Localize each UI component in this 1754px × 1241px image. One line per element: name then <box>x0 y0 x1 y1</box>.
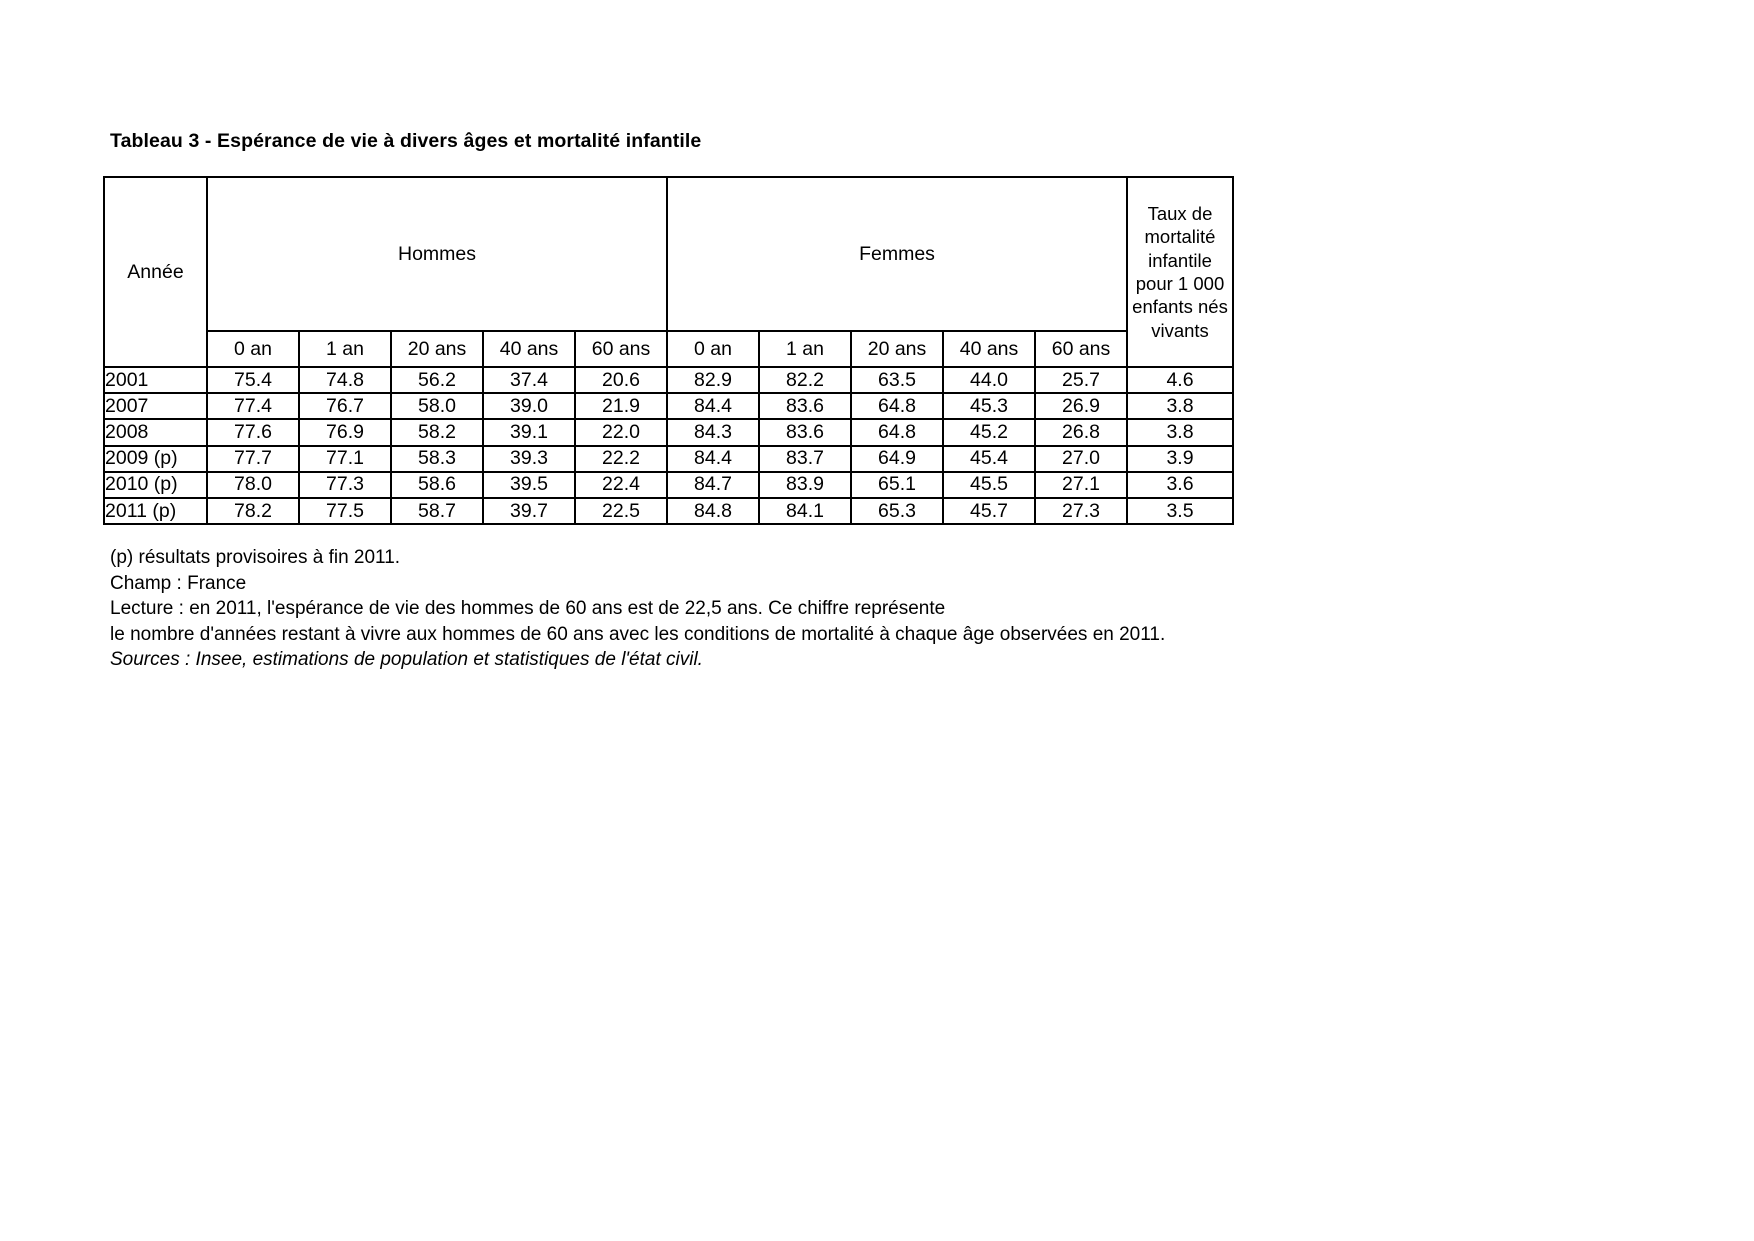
cell-femmes-1-an: 83.9 <box>759 472 851 498</box>
cell-hommes-0-an: 78.0 <box>207 472 299 498</box>
header-taux-mortalite-infantile: Taux de mortalité infantile pour 1 000 enfants nés vivants <box>1127 177 1233 367</box>
cell-femmes-1-an: 82.2 <box>759 367 851 393</box>
cell-femmes-0-an: 82.9 <box>667 367 759 393</box>
cell-year: 2008 <box>104 419 207 445</box>
table-row <box>104 446 1233 472</box>
header-femmes-60-ans: 60 ans <box>1035 331 1127 367</box>
table-row <box>104 472 1233 498</box>
cell-hommes-60-ans: 22.4 <box>575 472 667 498</box>
header-femmes-40-ans: 40 ans <box>943 331 1035 367</box>
header-row-ages <box>104 331 1233 367</box>
cell-mortalite-infantile: 3.5 <box>1127 498 1233 524</box>
table-row <box>104 498 1233 524</box>
cell-hommes-40-ans: 39.1 <box>483 419 575 445</box>
life-expectancy-table <box>103 176 1234 525</box>
cell-hommes-0-an: 77.7 <box>207 446 299 472</box>
cell-hommes-0-an: 77.6 <box>207 419 299 445</box>
table-row <box>104 367 1233 393</box>
header-hommes-60-ans: 60 ans <box>575 331 667 367</box>
cell-hommes-1-an: 74.8 <box>299 367 391 393</box>
cell-hommes-0-an: 75.4 <box>207 367 299 393</box>
header-femmes-1-an: 1 an <box>759 331 851 367</box>
cell-mortalite-infantile: 3.6 <box>1127 472 1233 498</box>
cell-femmes-20-ans: 63.5 <box>851 367 943 393</box>
cell-mortalite-infantile: 3.8 <box>1127 393 1233 419</box>
note-provisional: (p) résultats provisoires à fin 2011. <box>110 547 401 568</box>
cell-hommes-1-an: 76.9 <box>299 419 391 445</box>
header-row-groups <box>104 177 1233 331</box>
header-annee: Année <box>104 177 207 367</box>
cell-hommes-60-ans: 22.5 <box>575 498 667 524</box>
cell-femmes-60-ans: 27.0 <box>1035 446 1127 472</box>
cell-mortalite-infantile: 4.6 <box>1127 367 1233 393</box>
table-row <box>104 419 1233 445</box>
cell-femmes-40-ans: 45.4 <box>943 446 1035 472</box>
cell-hommes-20-ans: 58.3 <box>391 446 483 472</box>
table-header <box>104 177 1233 367</box>
cell-femmes-60-ans: 27.1 <box>1035 472 1127 498</box>
cell-femmes-40-ans: 45.5 <box>943 472 1035 498</box>
cell-hommes-1-an: 77.3 <box>299 472 391 498</box>
cell-femmes-60-ans: 27.3 <box>1035 498 1127 524</box>
header-hommes-40-ans: 40 ans <box>483 331 575 367</box>
table-container <box>103 176 1234 525</box>
cell-hommes-20-ans: 58.7 <box>391 498 483 524</box>
cell-femmes-20-ans: 64.9 <box>851 446 943 472</box>
header-femmes-20-ans: 20 ans <box>851 331 943 367</box>
cell-femmes-60-ans: 25.7 <box>1035 367 1127 393</box>
cell-hommes-40-ans: 39.3 <box>483 446 575 472</box>
cell-year: 2011 (p) <box>104 498 207 524</box>
cell-femmes-0-an: 84.4 <box>667 446 759 472</box>
note-sources: Sources : Insee, estimations de population et statistiques de l'état civil. <box>110 649 703 670</box>
cell-hommes-40-ans: 37.4 <box>483 367 575 393</box>
cell-femmes-20-ans: 65.1 <box>851 472 943 498</box>
cell-femmes-1-an: 83.6 <box>759 419 851 445</box>
header-hommes-20-ans: 20 ans <box>391 331 483 367</box>
cell-hommes-1-an: 77.5 <box>299 498 391 524</box>
cell-femmes-0-an: 84.4 <box>667 393 759 419</box>
cell-femmes-20-ans: 65.3 <box>851 498 943 524</box>
cell-femmes-60-ans: 26.9 <box>1035 393 1127 419</box>
cell-femmes-20-ans: 64.8 <box>851 393 943 419</box>
cell-hommes-40-ans: 39.7 <box>483 498 575 524</box>
cell-year: 2007 <box>104 393 207 419</box>
cell-hommes-0-an: 77.4 <box>207 393 299 419</box>
cell-year: 2001 <box>104 367 207 393</box>
cell-femmes-1-an: 83.7 <box>759 446 851 472</box>
cell-hommes-40-ans: 39.5 <box>483 472 575 498</box>
header-group-hommes: Hommes <box>207 177 667 331</box>
page-title: Tableau 3 - Espérance de vie à divers âges et mortalité infantile <box>110 130 702 152</box>
table-body <box>104 367 1233 524</box>
cell-hommes-1-an: 77.1 <box>299 446 391 472</box>
cell-hommes-0-an: 78.2 <box>207 498 299 524</box>
cell-femmes-40-ans: 45.3 <box>943 393 1035 419</box>
cell-hommes-60-ans: 20.6 <box>575 367 667 393</box>
cell-hommes-1-an: 76.7 <box>299 393 391 419</box>
cell-hommes-60-ans: 21.9 <box>575 393 667 419</box>
cell-year: 2010 (p) <box>104 472 207 498</box>
header-hommes-1-an: 1 an <box>299 331 391 367</box>
cell-femmes-60-ans: 26.8 <box>1035 419 1127 445</box>
cell-mortalite-infantile: 3.9 <box>1127 446 1233 472</box>
cell-mortalite-infantile: 3.8 <box>1127 419 1233 445</box>
cell-femmes-40-ans: 45.2 <box>943 419 1035 445</box>
cell-femmes-20-ans: 64.8 <box>851 419 943 445</box>
cell-hommes-60-ans: 22.0 <box>575 419 667 445</box>
cell-hommes-40-ans: 39.0 <box>483 393 575 419</box>
header-femmes-0-an: 0 an <box>667 331 759 367</box>
cell-femmes-1-an: 84.1 <box>759 498 851 524</box>
note-lecture-line-1: Lecture : en 2011, l'espérance de vie des hommes de 60 ans est de 22,5 ans. Ce chiffre représente <box>110 598 946 619</box>
cell-hommes-20-ans: 58.6 <box>391 472 483 498</box>
cell-femmes-0-an: 84.7 <box>667 472 759 498</box>
table-row <box>104 393 1233 419</box>
cell-hommes-60-ans: 22.2 <box>575 446 667 472</box>
note-champ: Champ : France <box>110 572 247 594</box>
cell-femmes-1-an: 83.6 <box>759 393 851 419</box>
cell-femmes-40-ans: 45.7 <box>943 498 1035 524</box>
header-hommes-0-an: 0 an <box>207 331 299 367</box>
note-lecture-line-2: le nombre d'années restant à vivre aux hommes de 60 ans avec les conditions de mortalité à chaque âge observées en 2011. <box>110 623 1166 645</box>
cell-hommes-20-ans: 58.0 <box>391 393 483 419</box>
header-group-femmes: Femmes <box>667 177 1127 331</box>
cell-year: 2009 (p) <box>104 446 207 472</box>
cell-femmes-40-ans: 44.0 <box>943 367 1035 393</box>
cell-hommes-20-ans: 58.2 <box>391 419 483 445</box>
cell-femmes-0-an: 84.8 <box>667 498 759 524</box>
cell-hommes-20-ans: 56.2 <box>391 367 483 393</box>
table-notes <box>110 545 1510 673</box>
cell-femmes-0-an: 84.3 <box>667 419 759 445</box>
